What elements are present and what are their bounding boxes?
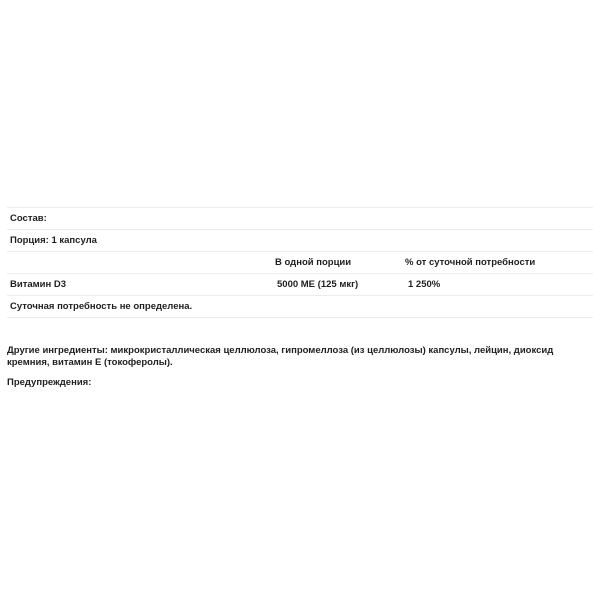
nutrient-daily-value: 1 250% (408, 279, 441, 290)
composition-label: Состав: (10, 213, 47, 224)
daily-value-footnote: Суточная потребность не определена. (10, 301, 193, 312)
supplement-facts-table (7, 207, 593, 318)
column-header-per-serving: В одной порции (275, 257, 352, 268)
table-header-row (7, 252, 593, 274)
nutrient-amount: 5000 МЕ (125 мкг) (277, 279, 359, 290)
composition-row (7, 208, 593, 230)
table-row (7, 274, 593, 296)
other-ingredients: Другие ингредиенты: микрокристаллическая целлюлоза, гипромеллоза (из целлюлозы) капсулы, лейцин, диоксид кремния, витамин E (токоферолы). (7, 345, 554, 368)
footnote-row (7, 296, 593, 318)
column-header-daily-value: % от суточной потребности (405, 257, 536, 268)
warnings-label: Предупреждения: (7, 377, 92, 388)
serving-size-row (7, 230, 593, 252)
serving-size: Порция: 1 капсула (10, 235, 97, 246)
nutrient-name: Витамин D3 (10, 279, 67, 290)
